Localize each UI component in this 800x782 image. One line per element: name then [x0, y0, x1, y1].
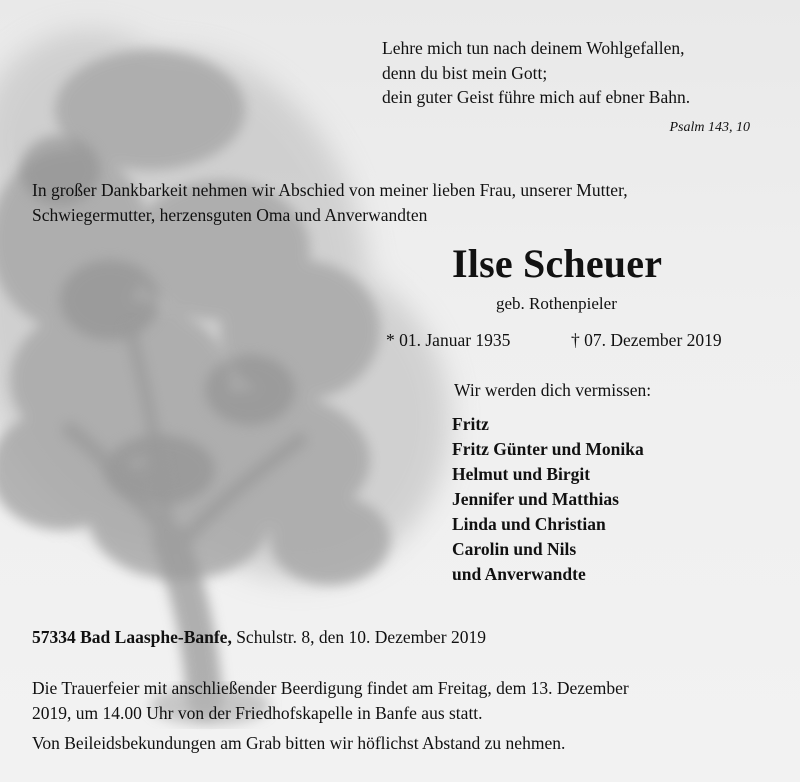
intro-line: In großer Dankbarkeit nehmen wir Abschied von meiner lieben Frau, unserer Mutter, [32, 180, 628, 200]
mourner-name: Fritz Günter und Monika [452, 439, 644, 459]
mourners-list [452, 412, 644, 587]
address-rest: Schulstr. 8, den 10. Dezember 2019 [231, 627, 487, 647]
mourner-name: Fritz [452, 414, 489, 434]
deceased-name: Ilse Scheuer [452, 241, 663, 286]
psalm-reference: Psalm 143, 10 [669, 120, 750, 135]
funeral-line: 2019, um 14.00 Uhr von der Friedhofskapelle in Banfe aus statt. [32, 702, 483, 723]
mourner-name: Helmut und Birgit [452, 464, 591, 484]
funeral-line: Die Trauerfeier mit anschließender Beerdigung findet am Freitag, dem 13. Dezember [32, 678, 629, 698]
death-date: † 07. Dezember 2019 [571, 330, 722, 350]
mourner-name: Jennifer und Matthias [452, 489, 619, 509]
birth-name: geb. Rothenpieler [496, 294, 617, 313]
psalm-line: denn du bist mein Gott; [382, 62, 548, 83]
psalm-line: Lehre mich tun nach deinem Wohlgefallen, [382, 38, 685, 58]
intro-text [32, 178, 628, 227]
mourner-name: und Anverwandte [452, 564, 586, 584]
address-place: 57334 Bad Laasphe-Banfe, [32, 627, 232, 647]
funeral-info [32, 676, 629, 725]
condolence-note: Von Beileidsbekundungen am Grab bitten wir höflichst Abstand zu nehmen. [32, 733, 566, 753]
psalm-verse [382, 36, 690, 110]
psalm-line: dein guter Geist führe mich auf ebner Bahn. [382, 87, 691, 107]
mourner-name: Carolin und Nils [452, 539, 577, 559]
mourner-name: Linda und Christian [452, 514, 606, 534]
intro-line: Schwiegermutter, herzensguten Oma und Anverwandten [32, 204, 428, 225]
address-line [32, 627, 486, 648]
birth-date: * 01. Januar 1935 [386, 330, 511, 350]
mourners-heading: Wir werden dich vermissen: [454, 380, 652, 400]
